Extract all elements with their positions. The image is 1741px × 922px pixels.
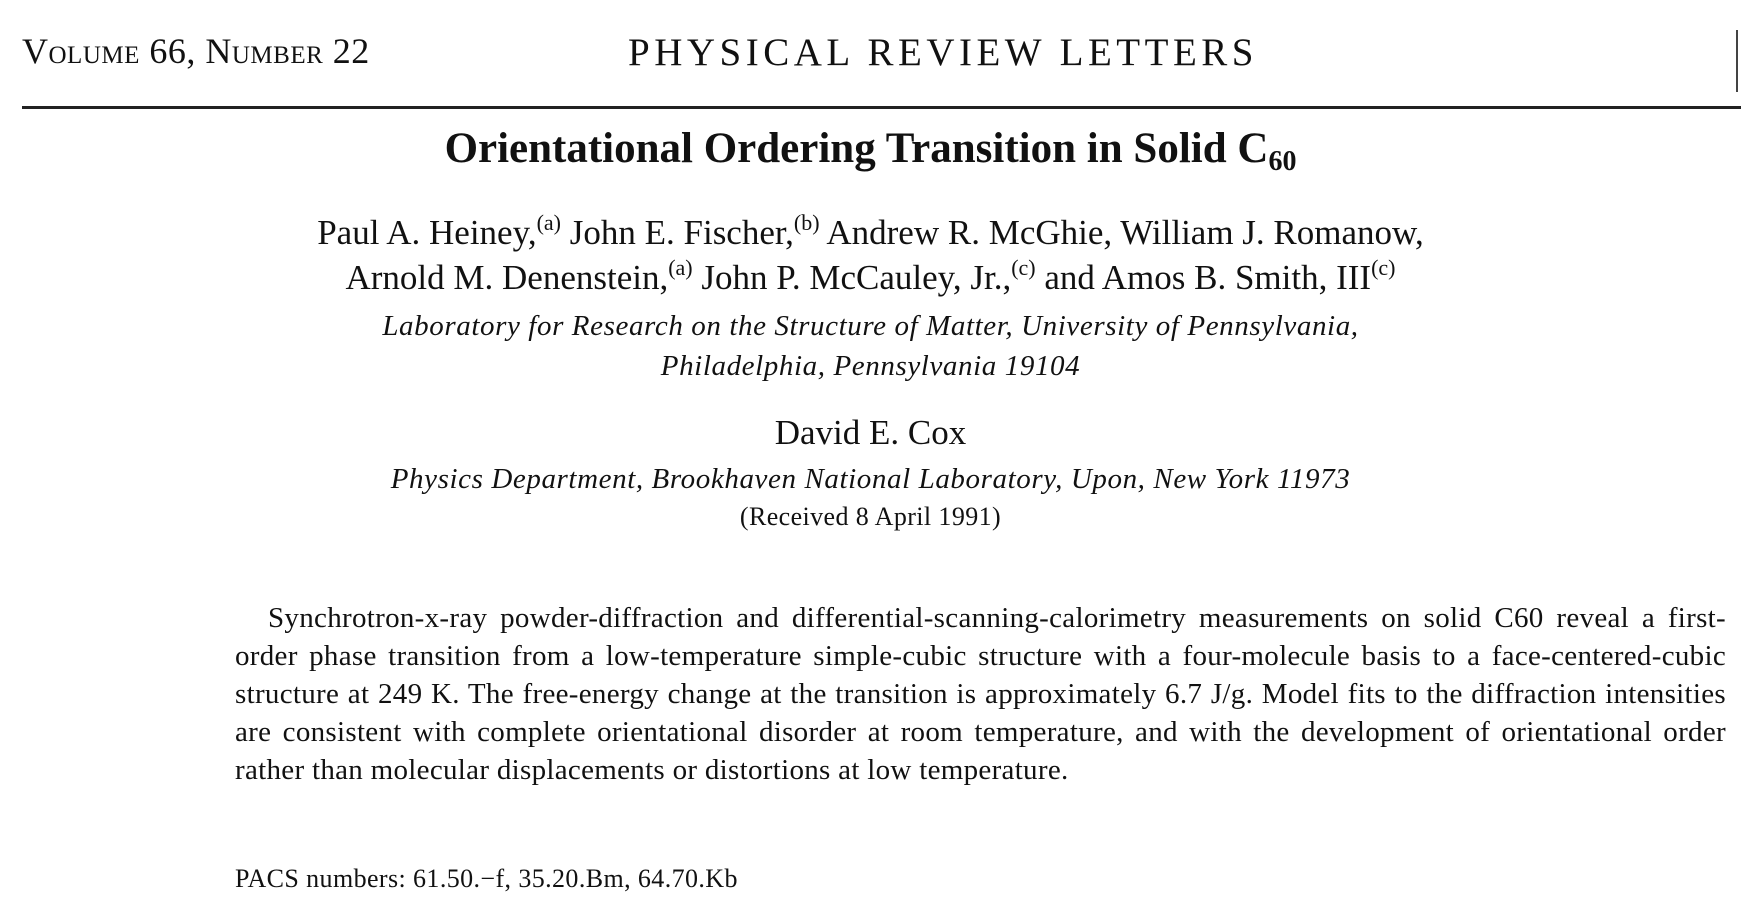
paper-title-text: Orientational Ordering Transition in Solid C [444, 125, 1269, 172]
author-cox: David E. Cox [774, 413, 967, 452]
pacs-numbers: PACS numbers: 61.50.−f, 35.20.Bm, 64.70.Kb [235, 864, 738, 893]
paper-title-subscript: 60 [1268, 146, 1297, 177]
author-affiliation-mark: (a) [668, 255, 693, 280]
affiliation-brookhaven: Physics Department, Brookhaven National Laboratory, Upon, New York 11973 [390, 463, 1351, 495]
author-name: John P. McCauley, Jr., [701, 258, 1012, 297]
author-name: Arnold M. Denenstein, [345, 258, 669, 297]
author-affiliation-mark: (c) [1371, 255, 1396, 280]
affiliation-upenn [0, 306, 1741, 386]
author-affiliation-mark: (b) [793, 210, 820, 235]
author-name: John E. Fischer, [569, 213, 794, 252]
running-header-volume: Volume 66, Number 22 [22, 31, 370, 71]
header-rule [22, 106, 1741, 109]
author-affiliation-mark: (c) [1011, 255, 1036, 280]
paper-title [0, 124, 1741, 178]
author-name: Paul A. Heiney, [317, 213, 537, 252]
affiliation-line-1: Laboratory for Research on the Structure of Matter, University of Pennsylvania, [382, 310, 1359, 342]
author-line-1 [0, 210, 1741, 255]
author-line-2 [0, 255, 1741, 300]
author-affiliation-mark: (a) [536, 210, 561, 235]
received-date: (Received 8 April 1991) [739, 502, 1002, 531]
author-name: Andrew R. McGhie, William J. Romanow, [826, 213, 1424, 252]
running-header-journal: PHYSICAL REVIEW LETTERS [628, 31, 1258, 74]
author-name: and Amos B. Smith, III [1044, 258, 1372, 297]
column-edge-mark [1736, 30, 1738, 92]
author-list [0, 210, 1741, 300]
abstract-paragraph: Synchrotron-x-ray powder-diffraction and differential-scanning-calorimetry measurements on solid C60 reveal a first-order phase transition from a low-temperature simple-cubic structure with a four-molecule basis to a face-centered-cubic structure at 249 K. The free-energy change at the transition is approximately 6.7 J/g. Model fits to the diffraction intensities are consistent with complete orientational disorder at room temperature, and with the development of orientational order rather than molecular displacements or distortions at low temperature. [235, 602, 1726, 786]
affiliation-line-2: Philadelphia, Pennsylvania 19104 [660, 350, 1081, 382]
